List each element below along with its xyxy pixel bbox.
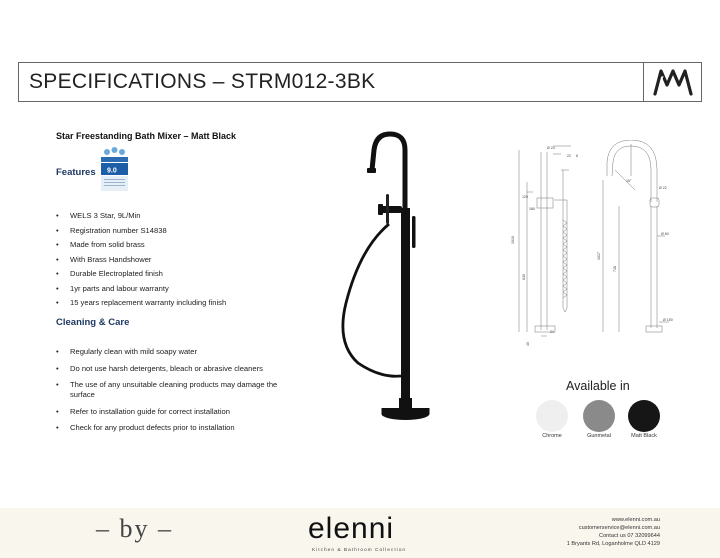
list-item: • With Brass Handshower <box>56 253 226 268</box>
by-text: – by – <box>96 514 173 543</box>
product-image <box>300 128 470 428</box>
dimension-label: 180 <box>529 207 535 211</box>
care-list <box>56 347 286 440</box>
finish-label: Chrome <box>542 433 562 439</box>
list-item: • Do not use harsh detergents, bleach or abrasive cleaners <box>56 364 286 379</box>
dimension-label: 22 <box>567 154 571 158</box>
contact-email[interactable]: customerservice@elenni.com.au <box>578 525 660 531</box>
dimension-label: 21 <box>550 330 554 334</box>
brand-name: elenni <box>308 512 395 545</box>
contact-phone: Contact us 07 32099644 <box>599 533 660 539</box>
care-heading: Cleaning & Care <box>56 317 130 328</box>
list-item: • The use of any unsuitable cleaning products may damage the surface <box>56 380 286 405</box>
finish-swatch-matt-black <box>628 400 660 432</box>
list-item: • WELS 3 Star, 9L/Min <box>56 209 226 224</box>
list-item: • Regularly clean with mild soapy water <box>56 347 286 362</box>
dimension-label: 748 <box>613 266 617 272</box>
dimension-label: 15° <box>626 179 632 183</box>
dimension-label: 125 <box>522 195 528 199</box>
brand-tagline: Kitchen & Bathroom Collection <box>312 548 407 553</box>
brand-logo <box>643 63 701 101</box>
dimension-label: 630 <box>522 274 526 280</box>
finish-swatch-gunmetal <box>583 400 615 432</box>
contact-address: 1 Bryants Rd, Loganholme QLD 4129 <box>566 541 660 547</box>
finish-swatch-chrome <box>536 400 568 432</box>
contact-website[interactable]: www.elenni.com.au <box>611 517 660 523</box>
dimension-label: 1010 <box>511 236 515 244</box>
list-item: • 15 years replacement warranty including finish <box>56 296 226 311</box>
list-item: • Check for any product defects prior to installation <box>56 423 286 438</box>
wels-rating-value: 9.0 <box>107 167 117 175</box>
list-item: • Registration number S14838 <box>56 224 226 239</box>
list-item: • 1yr parts and labour warranty <box>56 282 226 297</box>
list-item: • Made from solid brass <box>56 238 226 253</box>
page-title: SPECIFICATIONS – STRM012-3BK <box>29 70 376 93</box>
product-name: Star Freestanding Bath Mixer – Matt Black <box>56 131 237 141</box>
dimension-label: Ø 150 <box>663 318 673 322</box>
dimension-label: Ø 24 <box>547 146 555 150</box>
wels-rating-badge <box>99 145 130 193</box>
finish-label: Matt Black <box>631 433 657 439</box>
list-item: • Refer to installation guide for correct installation <box>56 407 286 422</box>
header-box <box>18 62 702 102</box>
features-list <box>56 209 226 311</box>
finish-label: Gunmetal <box>587 433 611 439</box>
dimension-label: 6 <box>576 154 578 158</box>
list-item: • Durable Electroplated finish <box>56 267 226 282</box>
technical-drawing <box>505 140 700 362</box>
dimension-label: Ø 60 <box>661 232 669 236</box>
dimension-label: 40 <box>526 342 530 346</box>
finishes-heading: Available in <box>566 379 630 393</box>
dimension-label: Ø 22 <box>659 186 667 190</box>
dimension-label: 1017 <box>597 252 601 260</box>
brand-monogram-icon <box>644 63 702 101</box>
features-heading: Features <box>56 167 96 178</box>
